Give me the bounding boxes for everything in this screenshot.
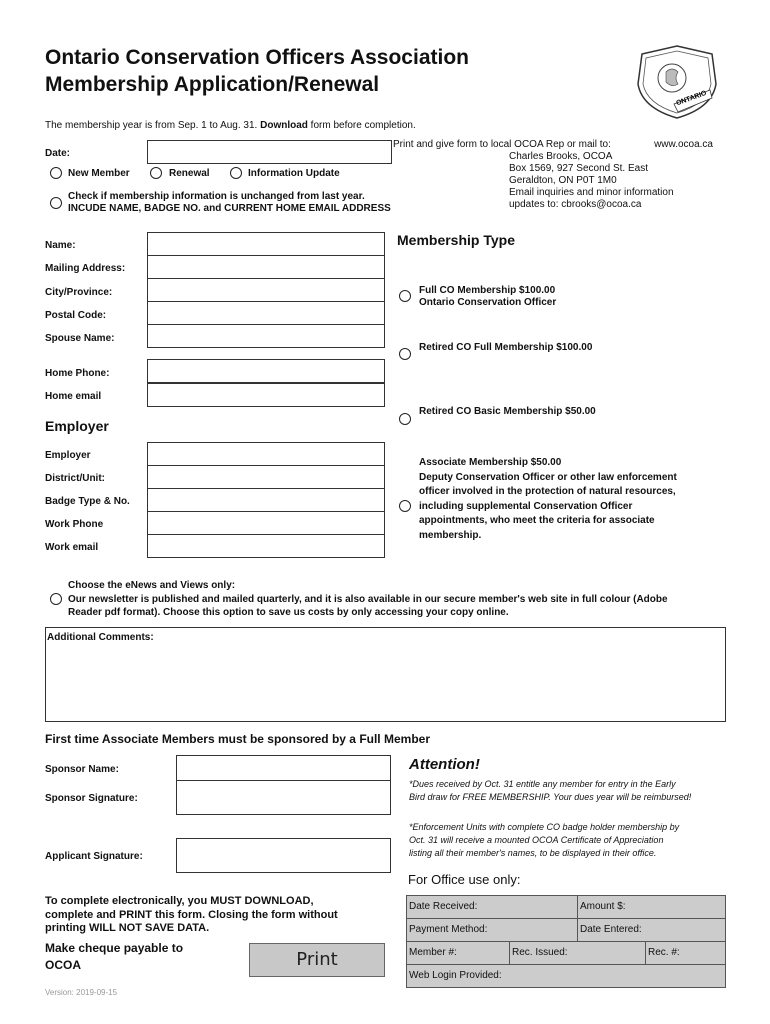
- intro-text: The membership year is from Sep. 1 to Aug. 31. Download form before completion.: [45, 120, 416, 131]
- page-title: [45, 44, 469, 98]
- spouse-field[interactable]: [147, 324, 385, 348]
- download-note: To complete electronically, you MUST DOWNLOAD, complete and PRINT this form. Closing the form without printing WILL NOT SAVE DATA.: [45, 895, 338, 934]
- attention-early-bird: *Dues received by Oct. 31 entitle any member for entry in the Early Bird draw for FREE MEMBERSHIP. Your dues year will be reimbursed!: [409, 779, 692, 802]
- rec-issued-cell: Rec. Issued:: [509, 942, 645, 964]
- office-row: [407, 919, 725, 942]
- sponsor-name-label: Sponsor Name:: [45, 764, 119, 775]
- payment-method-cell: Payment Method:: [409, 924, 488, 935]
- employer-label: Employer: [45, 450, 91, 461]
- membership-heading: Membership Type: [397, 232, 515, 248]
- associate-radio[interactable]: [399, 500, 411, 512]
- work-email-field[interactable]: [147, 534, 385, 558]
- retired-full-radio[interactable]: [399, 348, 411, 360]
- new-member-label: New Member: [68, 168, 130, 179]
- postal-label: Postal Code:: [45, 310, 107, 321]
- applicant-signature-field[interactable]: [176, 838, 391, 873]
- home-email-label: Home email: [45, 391, 102, 402]
- enews-radio[interactable]: [50, 593, 62, 605]
- spouse-label: Spouse Name:: [45, 333, 115, 344]
- print-button[interactable]: Print: [249, 943, 385, 977]
- title-line-2: Membership Application/Renewal: [45, 73, 380, 96]
- work-phone-field[interactable]: [147, 511, 385, 535]
- logo-text: ONTARIO: [675, 89, 708, 108]
- info-update-radio[interactable]: [230, 167, 242, 179]
- sponsor-heading: First time Associate Members must be sponsored by a Full Member: [45, 732, 430, 746]
- attention-heading: Attention!: [409, 756, 480, 773]
- mail-address-1: Box 1569, 927 Second St. East: [509, 163, 648, 174]
- home-phone-field[interactable]: [147, 359, 385, 383]
- date-label: Date:: [45, 148, 71, 159]
- office-row: [407, 965, 725, 987]
- retired-full-label: Retired CO Full Membership $100.00: [419, 342, 593, 353]
- office-row: [407, 896, 725, 919]
- mail-inquiries: Email inquiries and minor information: [509, 187, 674, 198]
- sponsor-signature-label: Sponsor Signature:: [45, 793, 138, 804]
- office-heading: For Office use only:: [408, 872, 521, 887]
- full-co-radio[interactable]: [399, 290, 411, 302]
- work-email-label: Work email: [45, 542, 99, 553]
- mailing-info: [393, 139, 723, 211]
- name-field[interactable]: [147, 232, 385, 256]
- date-received-cell: Date Received:: [409, 901, 478, 912]
- comments-field[interactable]: [45, 627, 726, 722]
- version-text: Version: 2019-09-15: [45, 988, 118, 997]
- amount-cell: Amount $:: [577, 896, 725, 918]
- name-label: Name:: [45, 240, 76, 251]
- ocoa-logo: [632, 42, 722, 120]
- mail-address-2: Geraldton, ON P0T 1M0: [509, 175, 617, 186]
- home-email-field[interactable]: [147, 383, 385, 407]
- employer-field[interactable]: [147, 442, 385, 466]
- office-use-table: [406, 895, 726, 988]
- district-label: District/Unit:: [45, 473, 105, 484]
- website-link: www.ocoa.ca: [654, 139, 713, 150]
- date-field[interactable]: [147, 140, 392, 164]
- sponsor-signature-field[interactable]: [176, 780, 391, 815]
- sponsor-name-field[interactable]: [176, 755, 391, 781]
- retired-basic-label: Retired CO Basic Membership $50.00: [419, 406, 596, 417]
- info-update-label: Information Update: [248, 168, 340, 179]
- office-row: [407, 942, 725, 965]
- renewal-radio[interactable]: [150, 167, 162, 179]
- cheque-note: Make cheque payable to OCOA: [45, 941, 184, 972]
- city-field[interactable]: [147, 278, 385, 302]
- home-phone-label: Home Phone:: [45, 368, 110, 379]
- associate-label: Associate Membership $50.00 Deputy Conservation Officer or other law enforcement officer involved in the protection of natural resources, including supplemental Conservation Officer appointments, who meet the criteria for associate membership.: [419, 457, 677, 541]
- district-field[interactable]: [147, 465, 385, 489]
- title-line-1: Ontario Conservation Officers Association: [45, 46, 469, 69]
- unchanged-label: Check if membership information is unchanged from last year. INCUDE NAME, BADGE NO. and CURRENT HOME EMAIL ADDRESS: [68, 191, 391, 214]
- applicant-signature-label: Applicant Signature:: [45, 851, 143, 862]
- mail-instructions: Print and give form to local OCOA Rep or mail to:: [393, 139, 611, 150]
- badge-field[interactable]: [147, 488, 385, 512]
- rec-no-cell: Rec. #:: [645, 942, 725, 964]
- city-label: City/Province:: [45, 287, 113, 298]
- mail-updates: updates to: cbrooks@ocoa.ca: [509, 199, 642, 210]
- enews-label: Choose the eNews and Views only: Our newsletter is published and mailed quarterly, and it is also available in our secure member's web site in full colour (Adobe Reader pdf format). Choose this option to save us costs by only accessing your copy online.: [68, 580, 668, 618]
- employer-heading: Employer: [45, 418, 109, 434]
- renewal-label: Renewal: [169, 168, 210, 179]
- unchanged-radio[interactable]: [50, 197, 62, 209]
- mail-name: Charles Brooks, OCOA: [509, 151, 613, 162]
- mailing-address-field[interactable]: [147, 255, 385, 279]
- new-member-radio[interactable]: [50, 167, 62, 179]
- full-co-label: Full CO Membership $100.00 Ontario Conservation Officer: [419, 285, 557, 308]
- web-login-cell: Web Login Provided:: [409, 970, 502, 981]
- work-phone-label: Work Phone: [45, 519, 104, 530]
- mailing-address-label: Mailing Address:: [45, 263, 126, 274]
- postal-field[interactable]: [147, 301, 385, 325]
- date-entered-cell: Date Entered:: [577, 919, 725, 941]
- comments-label: Additional Comments:: [47, 632, 154, 643]
- attention-certificate: *Enforcement Units with complete CO badge holder membership by Oct. 31 will receive a mounted OCOA Certificate of Appreciation listing all their member's names, to be displayed in their office.: [409, 822, 680, 858]
- retired-basic-radio[interactable]: [399, 413, 411, 425]
- member-no-cell: Member #:: [409, 947, 457, 958]
- badge-label: Badge Type & No.: [45, 496, 130, 507]
